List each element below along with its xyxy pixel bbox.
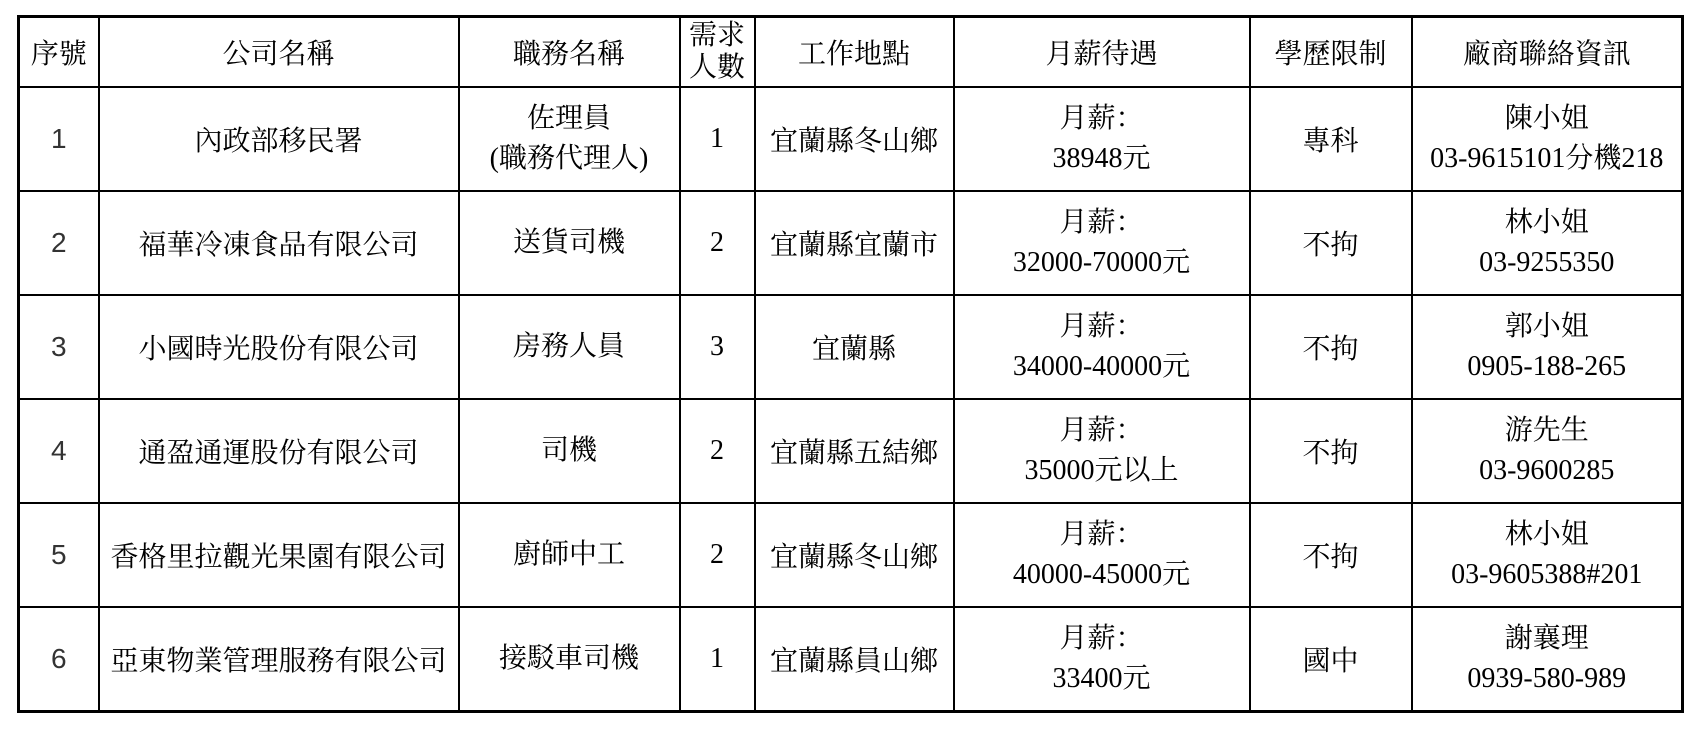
cell-seq: 6 [19, 607, 99, 711]
cell-education: 國中 [1250, 607, 1412, 711]
salary-value: 33400元 [1052, 662, 1151, 694]
contact-phone: 0939-580-989 [1467, 662, 1627, 694]
cell-seq: 2 [19, 191, 99, 295]
header-contact: 廠商聯絡資訊 [1412, 17, 1683, 88]
salary-value: 34000-40000元 [1012, 351, 1191, 382]
cell-contact [1412, 503, 1683, 607]
contact-phone: 03-9605388#201 [1451, 559, 1643, 590]
job-title-text: 佐理員 [526, 103, 611, 134]
table-header-row [19, 17, 1683, 88]
cell-company: 福華冷凍食品有限公司 [99, 191, 459, 295]
cell-salary [954, 295, 1250, 399]
cell-location: 宜蘭縣五結鄉 [755, 399, 954, 503]
cell-company: 亞東物業管理服務有限公司 [99, 607, 459, 711]
cell-headcount: 2 [680, 399, 755, 503]
cell-seq: 3 [19, 295, 99, 399]
cell-contact [1412, 87, 1683, 191]
job-title-text: 接駁車司機 [498, 642, 639, 674]
cell-salary [954, 191, 1250, 295]
job-title-note: (職務代理人) [489, 143, 649, 174]
cell-company: 內政部移民署 [99, 87, 459, 191]
job-title-text: 送貨司機 [512, 227, 625, 258]
header-company: 公司名稱 [99, 17, 459, 88]
contact-name: 林小姐 [1504, 519, 1589, 550]
contact-name: 陳小姐 [1504, 103, 1589, 134]
cell-headcount: 2 [680, 503, 755, 607]
cell-education: 不拘 [1250, 399, 1412, 503]
salary-label: 月薪： [1059, 207, 1144, 238]
header-job-title: 職務名稱 [459, 17, 680, 88]
job-title-text: 廚師中工 [512, 539, 625, 570]
salary-label: 月薪： [1059, 311, 1144, 342]
cell-salary [954, 503, 1250, 607]
contact-name: 游先生 [1504, 415, 1589, 446]
header-salary: 月薪待遇 [954, 17, 1250, 88]
contact-phone: 03-9255350 [1479, 247, 1615, 278]
salary-value: 40000-45000元 [1012, 559, 1191, 590]
job-title-text: 司機 [540, 435, 597, 466]
cell-job-title [459, 295, 680, 399]
cell-location: 宜蘭縣員山鄉 [755, 607, 954, 711]
cell-location: 宜蘭縣冬山鄉 [755, 87, 954, 191]
cell-contact [1412, 399, 1683, 503]
salary-label: 月薪： [1059, 519, 1144, 550]
cell-headcount: 1 [680, 87, 755, 191]
cell-salary [954, 607, 1250, 711]
table-row [19, 87, 1683, 191]
cell-job-title [459, 399, 680, 503]
header-seq: 序號 [19, 17, 99, 88]
cell-job-title [459, 607, 680, 711]
contact-phone: 0905-188-265 [1467, 351, 1627, 382]
cell-headcount: 3 [680, 295, 755, 399]
cell-contact [1412, 295, 1683, 399]
salary-label: 月薪： [1059, 622, 1144, 654]
cell-education: 不拘 [1250, 191, 1412, 295]
salary-value: 32000-70000元 [1012, 247, 1191, 278]
cell-location: 宜蘭縣宜蘭市 [755, 191, 954, 295]
cell-location: 宜蘭縣冬山鄉 [755, 503, 954, 607]
salary-value: 38948元 [1052, 143, 1151, 174]
table-row [19, 503, 1683, 607]
contact-name: 謝襄理 [1504, 622, 1589, 654]
cell-seq: 5 [19, 503, 99, 607]
cell-job-title [459, 503, 680, 607]
cell-job-title [459, 191, 680, 295]
cell-company: 香格里拉觀光果園有限公司 [99, 503, 459, 607]
contact-phone: 03-9615101分機218 [1430, 143, 1664, 174]
cell-contact [1412, 191, 1683, 295]
cell-education: 專科 [1250, 87, 1412, 191]
table-row [19, 607, 1683, 711]
cell-seq: 4 [19, 399, 99, 503]
cell-job-title [459, 87, 680, 191]
job-title-text: 房務人員 [512, 331, 625, 362]
cell-location: 宜蘭縣 [755, 295, 954, 399]
salary-label: 月薪： [1059, 103, 1144, 134]
table-row [19, 399, 1683, 503]
contact-name: 林小姐 [1504, 207, 1589, 238]
cell-headcount: 2 [680, 191, 755, 295]
cell-salary [954, 87, 1250, 191]
header-headcount: 需求人數 [680, 17, 755, 88]
salary-label: 月薪： [1059, 415, 1144, 446]
contact-phone: 03-9600285 [1479, 455, 1615, 486]
cell-education: 不拘 [1250, 295, 1412, 399]
cell-salary [954, 399, 1250, 503]
cell-education: 不拘 [1250, 503, 1412, 607]
job-listing-table [17, 15, 1684, 713]
cell-contact [1412, 607, 1683, 711]
salary-value: 35000元以上 [1024, 455, 1179, 486]
cell-company: 小國時光股份有限公司 [99, 295, 459, 399]
table-row [19, 295, 1683, 399]
table-row [19, 191, 1683, 295]
contact-name: 郭小姐 [1504, 311, 1589, 342]
cell-company: 通盈通運股份有限公司 [99, 399, 459, 503]
header-location: 工作地點 [755, 17, 954, 88]
header-education: 學歷限制 [1250, 17, 1412, 88]
cell-seq: 1 [19, 87, 99, 191]
cell-headcount: 1 [680, 607, 755, 711]
